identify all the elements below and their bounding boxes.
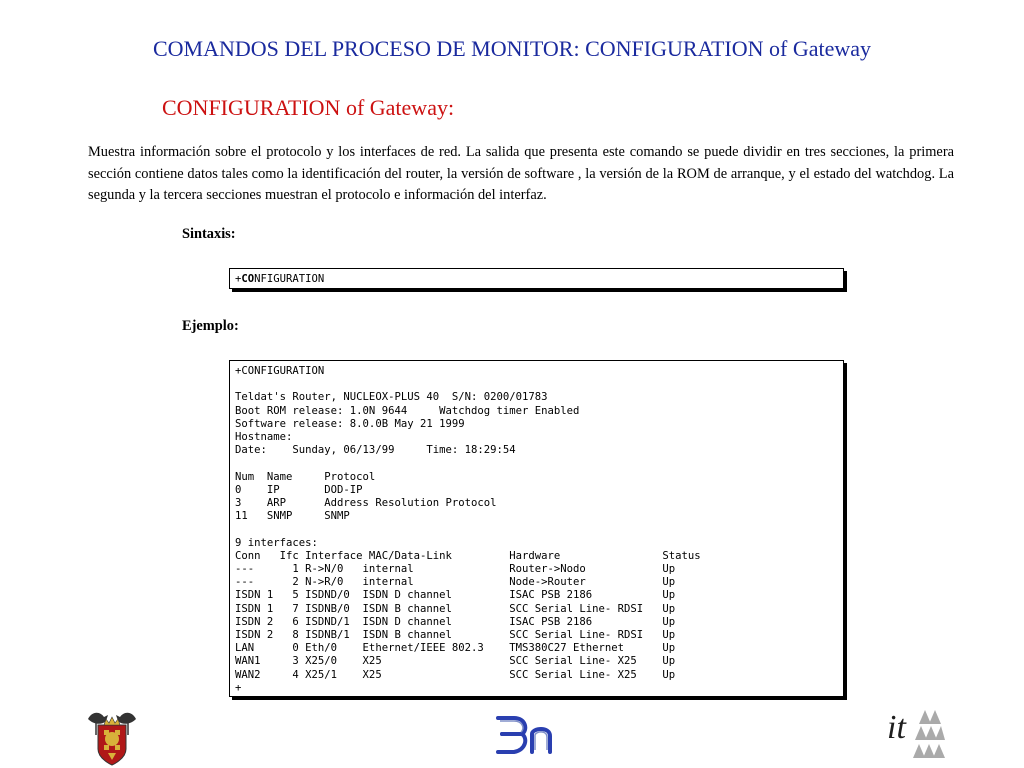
example-label: Ejemplo: <box>182 318 239 334</box>
syntax-abbrev: CO <box>241 273 255 285</box>
page-title: COMANDOS DEL PROCESO DE MONITOR: CONFIGURATION of Gateway <box>152 36 872 61</box>
syntax-code <box>230 269 843 286</box>
syntax-rest: NFIGURATION <box>254 273 325 285</box>
it-logo-text: it <box>887 709 906 746</box>
dn-logo-icon <box>492 712 562 760</box>
syntax-label: Sintaxis: <box>182 226 236 242</box>
section-heading: CONFIGURATION of Gateway: <box>162 95 455 120</box>
it-logo-icon <box>885 704 945 762</box>
example-box <box>229 360 844 697</box>
example-code: +CONFIGURATION Teldat's Router, NUCLEOX-PLUS 40 S/N: 0200/01783 Boot ROM release: 1.0N 9644 Watchdog timer Enabled Software release: 8.0.0B May 21 1999 Hostname: Date: Sunday, 06/13/99 Time: 18:29:54 Num Name Protocol 0 IP DOD-IP 3 ARP Address Resolution Protocol 11 SNMP SNMP 9 interfaces: Conn Ifc Interface MAC/Data-Link Hardware Status --- 1 R->N/0 internal Router->Nodo Up --- 2 N->R/0 internal Node->Router Up ISDN 1 5 ISDND/0 ISDN D channel ISAC PSB 2186 Up ISDN 1 7 ISDNB/0 ISDN B channel SCC Serial Line- RDSI Up ISDN 2 6 ISDND/1 ISDN D channel ISAC PSB 2186 Up ISDN 2 8 ISDNB/1 ISDN B channel SCC Serial Line- RDSI Up LAN 0 Eth/0 Ethernet/IEEE 802.3 TMS380C27 Ethernet Up WAN1 3 X25/0 X25 SCC Serial Line- X25 Up WAN2 4 X25/1 X25 SCC Serial Line- X25 Up + <box>235 365 701 694</box>
syntax-box <box>229 268 844 289</box>
description-paragraph: Muestra información sobre el protocolo y los interfaces de red. La salida que presenta este comando se puede dividir en tres secciones, la primera sección contiene datos tales como la identificación del router, la versión de software , la versión de la ROM de arranque, y el estado del watchdog. La segunda y la tercera secciones muestran el protocolo e información del interfaz. <box>88 144 954 203</box>
syntax-prefix: + <box>235 273 242 285</box>
university-crest-icon <box>82 705 142 767</box>
